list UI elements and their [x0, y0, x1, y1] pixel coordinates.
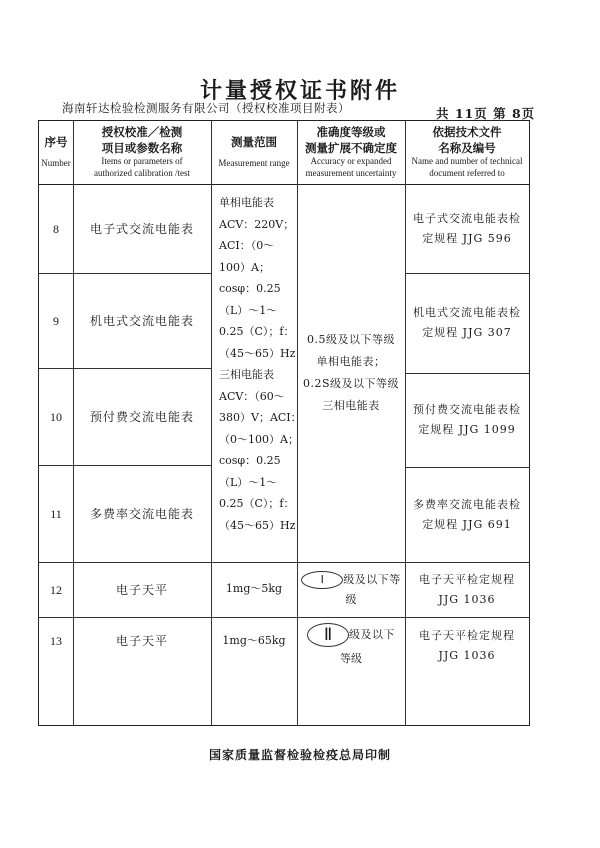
range-line: （L）～1～	[219, 303, 278, 317]
header-number	[39, 121, 73, 184]
range-line: cosφ：0.25	[219, 454, 281, 467]
row-document	[405, 562, 529, 617]
header-range-en: Measurement range	[218, 158, 290, 169]
header-accuracy-cn2: 测量扩展不确定度	[305, 140, 397, 155]
row-range: 1mg～5kg	[225, 582, 283, 596]
header-document	[405, 121, 529, 184]
range-line: （L）～1～	[219, 475, 278, 489]
range-line: 三相电能表	[219, 368, 274, 381]
range-line: （45～65）Hz	[219, 518, 296, 532]
row-number: 9	[53, 313, 59, 328]
row-number: 13	[50, 634, 62, 648]
row-document-line1: 多费率交流电能表检	[413, 497, 521, 511]
range-line: 0.25（C）；f：	[219, 497, 295, 510]
document-title: 计量授权证书附件	[199, 78, 400, 104]
range-line: ACV：（60～	[219, 389, 285, 403]
row-number: 8	[53, 221, 59, 236]
meter-range-block	[219, 192, 302, 536]
page-info: 共 11页 第 8页	[436, 106, 536, 121]
header-number-en: Number	[41, 158, 71, 169]
header-accuracy-en1: Accuracy or expanded	[310, 156, 392, 167]
range-line: （45～65）Hz	[219, 346, 296, 360]
row-document-line2: 定规程 JJG 691	[422, 517, 512, 531]
header-document-en1: Name and number of technical	[411, 156, 523, 167]
accuracy-line1: 级及以下等	[343, 572, 401, 586]
accuracy-line: 0.2S级及以下等级	[302, 377, 400, 390]
row-item-name: 电子式交流电能表	[89, 221, 194, 236]
row-document-line2: JJG 1036	[438, 592, 496, 606]
calibration-table	[38, 120, 530, 726]
row-document-line2: 定规程 JJG 596	[422, 231, 512, 245]
row-document	[405, 467, 529, 562]
row-document	[405, 617, 529, 675]
row-item-name: 电子天平	[115, 634, 168, 648]
header-accuracy-cn1: 准确度等级或	[316, 125, 386, 140]
header-range-cn: 测量范围	[231, 134, 277, 149]
meter-accuracy-block	[297, 184, 405, 562]
row-document-line1: 预付费交流电能表检	[413, 403, 521, 416]
range-line: ACI：（0～	[219, 239, 275, 252]
row-document-line2: 定规程 JJG 307	[422, 326, 512, 339]
accuracy-line1: 级及以下	[349, 628, 395, 641]
row-item-name: 机电式交流电能表	[89, 313, 194, 328]
row-range: 1mg～65kg	[222, 633, 286, 647]
header-range	[211, 121, 297, 184]
accuracy-class-mark: Ⅱ	[307, 623, 349, 647]
header-item-en1: Items or parameters of	[101, 156, 183, 167]
row-document-line2: 定规程 JJG 1099	[418, 423, 516, 436]
row-item-name: 预付费交流电能表	[89, 409, 194, 424]
row-document-line2: JJG 1036	[438, 649, 496, 662]
row-number: 12	[50, 582, 62, 597]
header-accuracy-en2: measurement uncertainty	[305, 168, 397, 179]
row-number: 11	[50, 506, 62, 521]
range-line: （0～100）A；	[219, 432, 299, 446]
header-item-cn1: 授权校准／检测	[101, 125, 183, 140]
footer-printer-note: 国家质量监督检验检疫总局印制	[208, 748, 391, 762]
organization-subtitle: 海南轩达检验检测服务有限公司（授权校准项目附表）	[62, 101, 350, 115]
header-document-en2: document referred to	[429, 168, 505, 179]
range-line: 100）A；	[219, 260, 270, 274]
range-line: ACV：220V；	[219, 217, 295, 231]
row-document-line1: 机电式交流电能表检	[413, 306, 521, 319]
header-number-cn: 序号	[44, 134, 68, 149]
accuracy-line: 单相电能表；	[316, 355, 386, 368]
row-document	[405, 373, 529, 467]
header-item	[73, 121, 211, 184]
header-accuracy	[297, 121, 405, 184]
row-accuracy	[297, 617, 405, 681]
row-document-line1: 电子式交流电能表检	[413, 211, 521, 225]
range-line: 单相电能表	[219, 196, 274, 209]
range-line: 380）V；ACI：	[219, 411, 302, 424]
row-document-line1: 电子天平检定规程	[419, 572, 515, 586]
row-accuracy	[297, 562, 405, 617]
accuracy-line2: 级	[345, 592, 357, 606]
row-item-name: 多费率交流电能表	[89, 506, 194, 521]
row-document	[405, 184, 529, 273]
range-line: cosφ：0.25	[219, 282, 281, 295]
accuracy-line2: 等级	[340, 652, 362, 665]
row-item-name: 电子天平	[115, 582, 168, 597]
accuracy-line: 三相电能表	[322, 399, 380, 412]
range-line: 0.25（C）；f：	[219, 325, 295, 338]
row-document	[405, 273, 529, 373]
header-document-cn2: 名称及编号	[438, 140, 496, 155]
row-document-line1: 电子天平检定规程	[419, 629, 515, 642]
accuracy-line: 0.5级及以下等级	[307, 333, 395, 346]
row-number: 10	[50, 409, 62, 424]
header-document-cn1: 依据技术文件	[432, 125, 502, 140]
header-item-en2: authorized calibration /test	[94, 168, 190, 179]
accuracy-class-mark: Ⅰ	[301, 571, 343, 589]
header-item-cn2: 项目或参数名称	[101, 140, 183, 155]
